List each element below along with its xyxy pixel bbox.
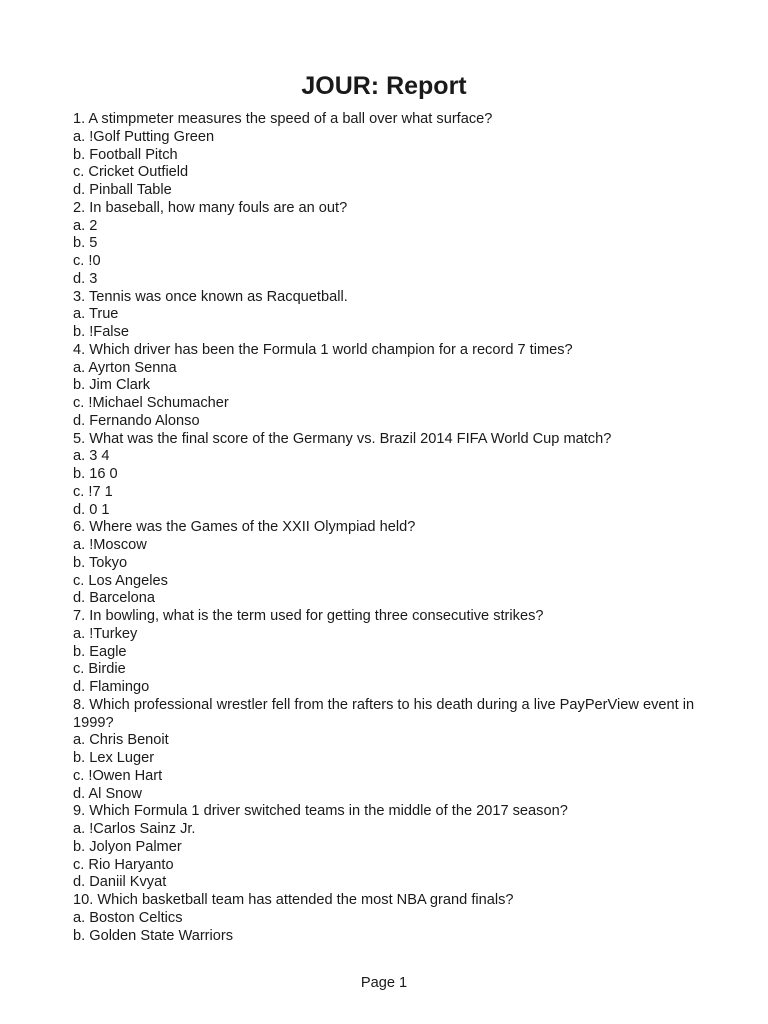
question-line: 1. A stimpmeter measures the speed of a ball over what surface? [73,111,493,127]
answer-line: a. Boston Celtics [73,909,183,926]
page-title: JOUR: Report [301,72,467,100]
question-line: 8. Which professional wrestler fell from the rafters to his death during a live PayPerView event in 1999? [73,696,695,731]
quiz-body [73,111,713,945]
answer-line: c. Birdie [73,661,126,678]
answer-line: a. 2 [73,217,98,234]
question-line: 9. Which Formula 1 driver switched teams in the middle of the 2017 season? [73,803,568,820]
answer-line: d. Fernando Alonso [73,412,200,429]
answer-line: c. !Owen Hart [73,767,163,784]
answer-line: c. !7 1 [73,483,113,500]
question-line: 4. Which driver has been the Formula 1 world champion for a record 7 times? [73,341,573,358]
question-line: 7. In bowling, what is the term used for getting three consecutive strikes? [73,608,544,624]
answer-line: a. !Turkey [73,625,138,642]
answer-line: b. !False [73,324,129,340]
question-line: 10. Which basketball team has attended the most NBA grand finals? [73,892,514,908]
answer-line: a. !Carlos Sainz Jr. [73,821,196,837]
answer-line: d. Daniil Kvyat [73,874,167,891]
answer-line: c. Rio Haryanto [73,856,174,873]
answer-line: b. 16 0 [73,466,118,482]
answer-line: a. True [73,306,119,323]
answer-line: b. Tokyo [73,554,128,571]
answer-line: a. !Golf Putting Green [73,128,215,145]
answer-line: a. !Moscow [73,537,147,553]
answer-line: b. Football Pitch [73,146,178,163]
answer-line: c. !Michael Schumacher [73,395,229,411]
answer-line: c. !0 [73,253,101,269]
answer-line: b. 5 [73,235,98,252]
question-line: 5. What was the final score of the Germany vs. Brazil 2014 FIFA World Cup match? [73,430,612,447]
question-line: 6. Where was the Games of the XXII Olympiad held? [73,519,416,536]
answer-line: b. Jolyon Palmer [73,838,182,855]
answer-line: d. Flamingo [73,679,150,695]
answer-line: c. Los Angeles [73,572,168,589]
answer-line: a. Ayrton Senna [73,359,177,376]
question-line: 2. In baseball, how many fouls are an out? [73,199,348,216]
page-number: Page 1 [360,975,408,991]
answer-line: b. Lex Luger [73,750,155,766]
answer-line: a. 3 4 [73,448,110,465]
answer-line: d. 0 1 [73,501,110,518]
answer-line: c. Cricket Outfield [73,164,189,181]
answer-line: b. Jim Clark [73,377,151,394]
question-line: 3. Tennis was once known as Racquetball. [73,288,348,305]
answer-line: b. Eagle [73,643,127,660]
answer-line: b. Golden State Warriors [73,927,234,944]
answer-line: d. Barcelona [73,590,155,607]
answer-line: a. Chris Benoit [73,732,169,749]
answer-line: d. 3 [73,270,98,287]
answer-line: d. Pinball Table [73,182,172,198]
answer-line: d. Al Snow [73,785,142,802]
